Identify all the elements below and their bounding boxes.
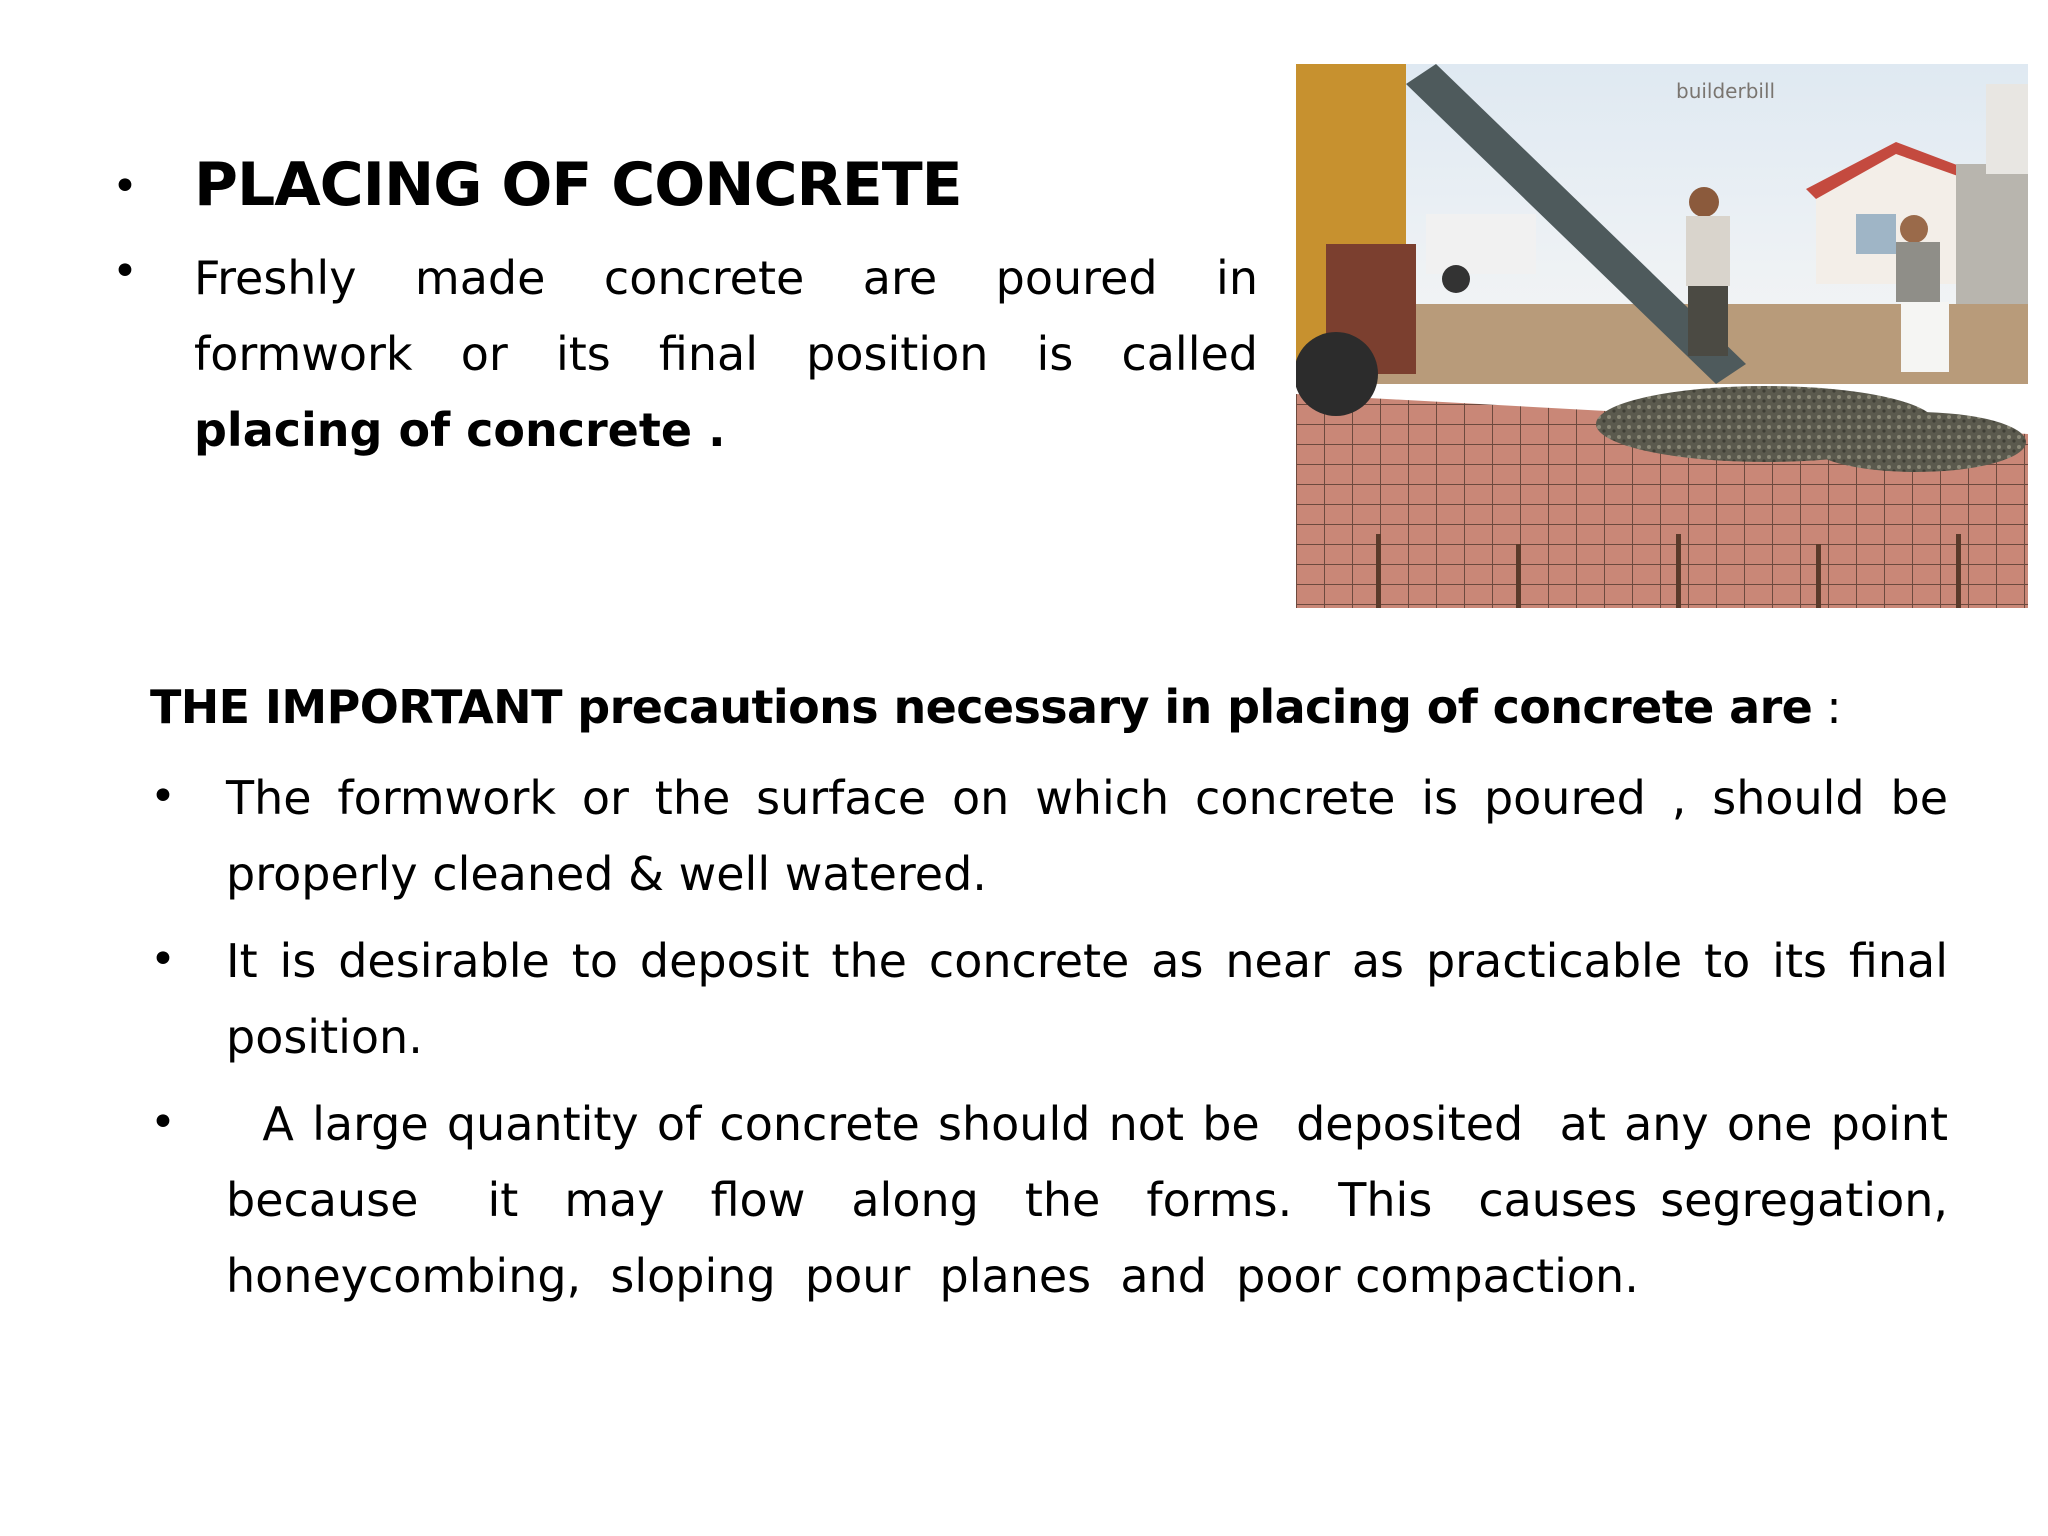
intro-text: Freshly made concrete are poured in formwork or its final position is called (194, 251, 1258, 381)
precaution-item: The formwork or the surface on which concrete is poured , should be properly cleaned & well watered. (226, 771, 1948, 901)
precautions-heading-colon: : (1812, 680, 1842, 734)
bullet-dot: • (112, 246, 138, 297)
slide-title: PLACING OF CONCRETE (194, 150, 962, 220)
precaution-item: A large quantity of concrete should not be deposited at any one point because it may flow along the forms. This causes segregation, honeycombing, sloping pour planes and poor compaction. (226, 1097, 1978, 1303)
bullet-dot: • (112, 161, 138, 212)
precautions-heading-bold: THE IMPORTANT precautions necessary in placing of concrete are (150, 680, 1813, 734)
concrete-pouring-photo (1296, 64, 2028, 608)
intro-bold-term: placing of concrete . (194, 403, 726, 457)
precautions-heading (150, 680, 1950, 734)
intro-paragraph (194, 240, 1258, 468)
photo-watermark: builderbill (1676, 79, 1776, 103)
bullet-dot: • (150, 771, 176, 822)
precaution-item: It is desirable to deposit the concrete as near as practicable to its final position. (226, 934, 1948, 1064)
bullet-dot: • (150, 934, 176, 985)
bullet-dot: • (150, 1097, 176, 1148)
